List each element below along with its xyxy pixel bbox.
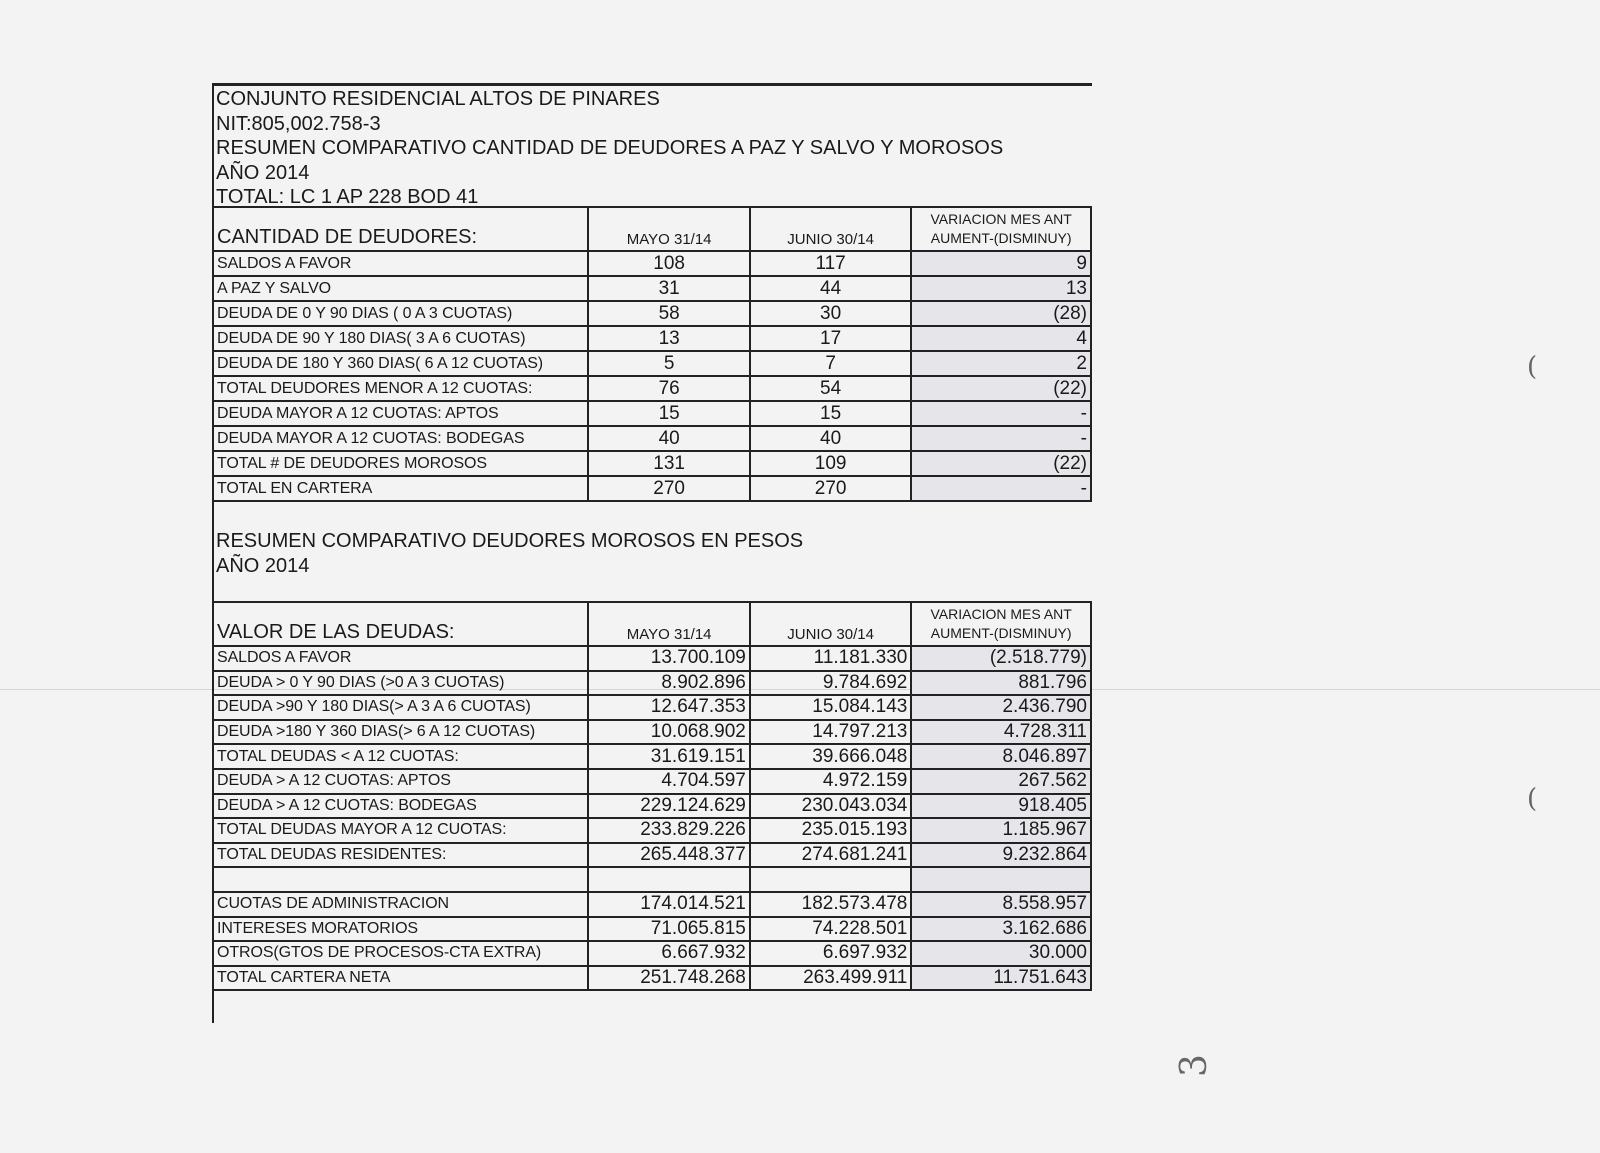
table-row (213, 917, 1091, 942)
row-label: DEUDA DE 90 Y 180 DIAS( 3 A 6 CUOTAS) (213, 326, 588, 351)
row-may: 58 (588, 301, 749, 326)
header-variation (911, 207, 1091, 251)
row-label: INTERESES MORATORIOS (213, 917, 588, 942)
header-variation-line2: AUMENT-(DISMINUY) (930, 230, 1072, 246)
row-variation: (28) (911, 301, 1091, 326)
row-may: 31.619.151 (588, 744, 749, 769)
row-variation: - (911, 476, 1091, 501)
table-row (213, 769, 1091, 794)
row-label: TOTAL DEUDAS MAYOR A 12 CUOTAS: (213, 818, 588, 843)
row-label: DEUDA MAYOR A 12 CUOTAS: APTOS (213, 401, 588, 426)
row-variation: - (911, 426, 1091, 451)
table-row (213, 966, 1091, 991)
report-title: RESUMEN COMPARATIVO CANTIDAD DE DEUDORES A PAZ Y SALVO Y MOROSOS (216, 137, 1004, 159)
debt-values-table (212, 601, 1092, 991)
table-row (213, 326, 1091, 351)
row-jun: 6.697.932 (750, 941, 911, 966)
row-may: 6.667.932 (588, 941, 749, 966)
row-jun: 117 (750, 251, 911, 276)
row-variation: (2.518.779) (911, 646, 1091, 671)
debtors-count-table (212, 206, 1092, 502)
table-row (213, 476, 1091, 501)
row-variation: 2 (911, 351, 1091, 376)
row-variation: 13 (911, 276, 1091, 301)
row-label: DEUDA > A 12 CUOTAS: BODEGAS (213, 794, 588, 819)
row-label: DEUDA DE 180 Y 360 DIAS( 6 A 12 CUOTAS) (213, 351, 588, 376)
row-may: 174.014.521 (588, 892, 749, 917)
row-variation: 11.751.643 (911, 966, 1091, 991)
row-may: 76 (588, 376, 749, 401)
table-row (213, 843, 1091, 868)
row-label: TOTAL DEUDAS < A 12 CUOTAS: (213, 744, 588, 769)
row-label: TOTAL # DE DEUDORES MOROSOS (213, 451, 588, 476)
company-name: CONJUNTO RESIDENCIAL ALTOS DE PINARES (216, 88, 660, 110)
header-may: MAYO 31/14 (588, 207, 749, 251)
row-variation: 4 (911, 326, 1091, 351)
header-variation-line1: VARIACION MES ANT (930, 211, 1072, 227)
scan-paren-mark: ( (1527, 784, 1538, 814)
section2-year: AÑO 2014 (216, 554, 310, 577)
row-may: 131 (588, 451, 749, 476)
header-jun: JUNIO 30/14 (750, 207, 911, 251)
table-row (213, 376, 1091, 401)
row-jun: 270 (750, 476, 911, 501)
row-jun: 30 (750, 301, 911, 326)
row-may: 71.065.815 (588, 917, 749, 942)
row-may: 251.748.268 (588, 966, 749, 991)
row-label: SALDOS A FAVOR (213, 646, 588, 671)
row-jun: 17 (750, 326, 911, 351)
row-label: TOTAL DEUDAS RESIDENTES: (213, 843, 588, 868)
row-may: 4.704.597 (588, 769, 749, 794)
table-row (213, 426, 1091, 451)
table-row (213, 671, 1091, 696)
header-label: CANTIDAD DE DEUDORES: (213, 207, 588, 251)
row-variation: 267.562 (911, 769, 1091, 794)
row-variation: - (911, 401, 1091, 426)
row-variation: (22) (911, 376, 1091, 401)
header-variation-line2: AUMENT-(DISMINUY) (930, 625, 1072, 641)
row-jun: 14.797.213 (750, 720, 911, 745)
table-row (213, 301, 1091, 326)
row-variation: 3.162.686 (911, 917, 1091, 942)
row-jun: 11.181.330 (750, 646, 911, 671)
row-variation: 2.436.790 (911, 695, 1091, 720)
row-jun: 9.784.692 (750, 671, 911, 696)
header-variation-line1: VARIACION MES ANT (930, 606, 1072, 622)
table-row (213, 794, 1091, 819)
row-jun: 40 (750, 426, 911, 451)
page-number-mark: 3 (1173, 1054, 1215, 1077)
row-label: DEUDA >180 Y 360 DIAS(> 6 A 12 CUOTAS) (213, 720, 588, 745)
table-row (213, 401, 1091, 426)
table-row (213, 695, 1091, 720)
table-row (213, 251, 1091, 276)
table-row (213, 451, 1091, 476)
row-label: OTROS(GTOS DE PROCESOS-CTA EXTRA) (213, 941, 588, 966)
row-jun: 74.228.501 (750, 917, 911, 942)
row-variation: 9 (911, 251, 1091, 276)
row-may (588, 867, 749, 892)
row-label (213, 867, 588, 892)
row-variation: 4.728.311 (911, 720, 1091, 745)
header-variation (911, 602, 1091, 646)
row-label: SALDOS A FAVOR (213, 251, 588, 276)
row-may: 12.647.353 (588, 695, 749, 720)
header-jun: JUNIO 30/14 (750, 602, 911, 646)
row-jun (750, 867, 911, 892)
row-may: 40 (588, 426, 749, 451)
scan-paren-mark: ( (1527, 352, 1538, 382)
row-jun: 230.043.034 (750, 794, 911, 819)
row-jun: 182.573.478 (750, 892, 911, 917)
company-nit: NIT:805,002.758-3 (216, 112, 381, 135)
table-row (213, 351, 1091, 376)
row-variation (911, 867, 1091, 892)
row-jun: 109 (750, 451, 911, 476)
report-year: AÑO 2014 (216, 161, 310, 184)
row-jun: 39.666.048 (750, 744, 911, 769)
row-may: 13 (588, 326, 749, 351)
row-label: TOTAL CARTERA NETA (213, 966, 588, 991)
row-label: DEUDA > 0 Y 90 DIAS (>0 A 3 CUOTAS) (213, 671, 588, 696)
row-jun: 15.084.143 (750, 695, 911, 720)
row-variation: 1.185.967 (911, 818, 1091, 843)
row-jun: 7 (750, 351, 911, 376)
row-variation: 8.558.957 (911, 892, 1091, 917)
row-may: 229.124.629 (588, 794, 749, 819)
section2-title: RESUMEN COMPARATIVO DEUDORES MOROSOS EN PESOS (216, 530, 804, 552)
row-may: 31 (588, 276, 749, 301)
row-may: 108 (588, 251, 749, 276)
row-variation: (22) (911, 451, 1091, 476)
row-jun: 263.499.911 (750, 966, 911, 991)
row-jun: 44 (750, 276, 911, 301)
row-label: DEUDA DE 0 Y 90 DIAS ( 0 A 3 CUOTAS) (213, 301, 588, 326)
row-jun: 235.015.193 (750, 818, 911, 843)
table-header-row (213, 207, 1091, 251)
row-may: 233.829.226 (588, 818, 749, 843)
row-may: 270 (588, 476, 749, 501)
row-may: 13.700.109 (588, 646, 749, 671)
row-jun: 54 (750, 376, 911, 401)
row-label: DEUDA >90 Y 180 DIAS(> A 3 A 6 CUOTAS) (213, 695, 588, 720)
header-may: MAYO 31/14 (588, 602, 749, 646)
row-label: CUOTAS DE ADMINISTRACION (213, 892, 588, 917)
table-row (213, 276, 1091, 301)
table-row (213, 720, 1091, 745)
row-jun: 274.681.241 (750, 843, 911, 868)
table-row (213, 646, 1091, 671)
row-jun: 4.972.159 (750, 769, 911, 794)
row-label: A PAZ Y SALVO (213, 276, 588, 301)
table-row (213, 818, 1091, 843)
row-variation: 881.796 (911, 671, 1091, 696)
report-totals: TOTAL: LC 1 AP 228 BOD 41 (216, 186, 479, 208)
row-jun: 15 (750, 401, 911, 426)
row-may: 15 (588, 401, 749, 426)
row-variation: 918.405 (911, 794, 1091, 819)
row-may: 5 (588, 351, 749, 376)
row-variation: 8.046.897 (911, 744, 1091, 769)
table-row (213, 744, 1091, 769)
row-variation: 30.000 (911, 941, 1091, 966)
table-row-spacer (213, 867, 1091, 892)
row-label: TOTAL EN CARTERA (213, 476, 588, 501)
table-row (213, 941, 1091, 966)
row-may: 265.448.377 (588, 843, 749, 868)
section2-header (216, 529, 803, 578)
header-label: VALOR DE LAS DEUDAS: (213, 602, 588, 646)
row-label: DEUDA MAYOR A 12 CUOTAS: BODEGAS (213, 426, 588, 451)
row-variation: 9.232.864 (911, 843, 1091, 868)
row-may: 8.902.896 (588, 671, 749, 696)
table-header-row (213, 602, 1091, 646)
row-label: TOTAL DEUDORES MENOR A 12 CUOTAS: (213, 376, 588, 401)
table-row (213, 892, 1091, 917)
row-label: DEUDA > A 12 CUOTAS: APTOS (213, 769, 588, 794)
top-rule (212, 83, 1092, 86)
report-header (216, 87, 1003, 210)
row-may: 10.068.902 (588, 720, 749, 745)
